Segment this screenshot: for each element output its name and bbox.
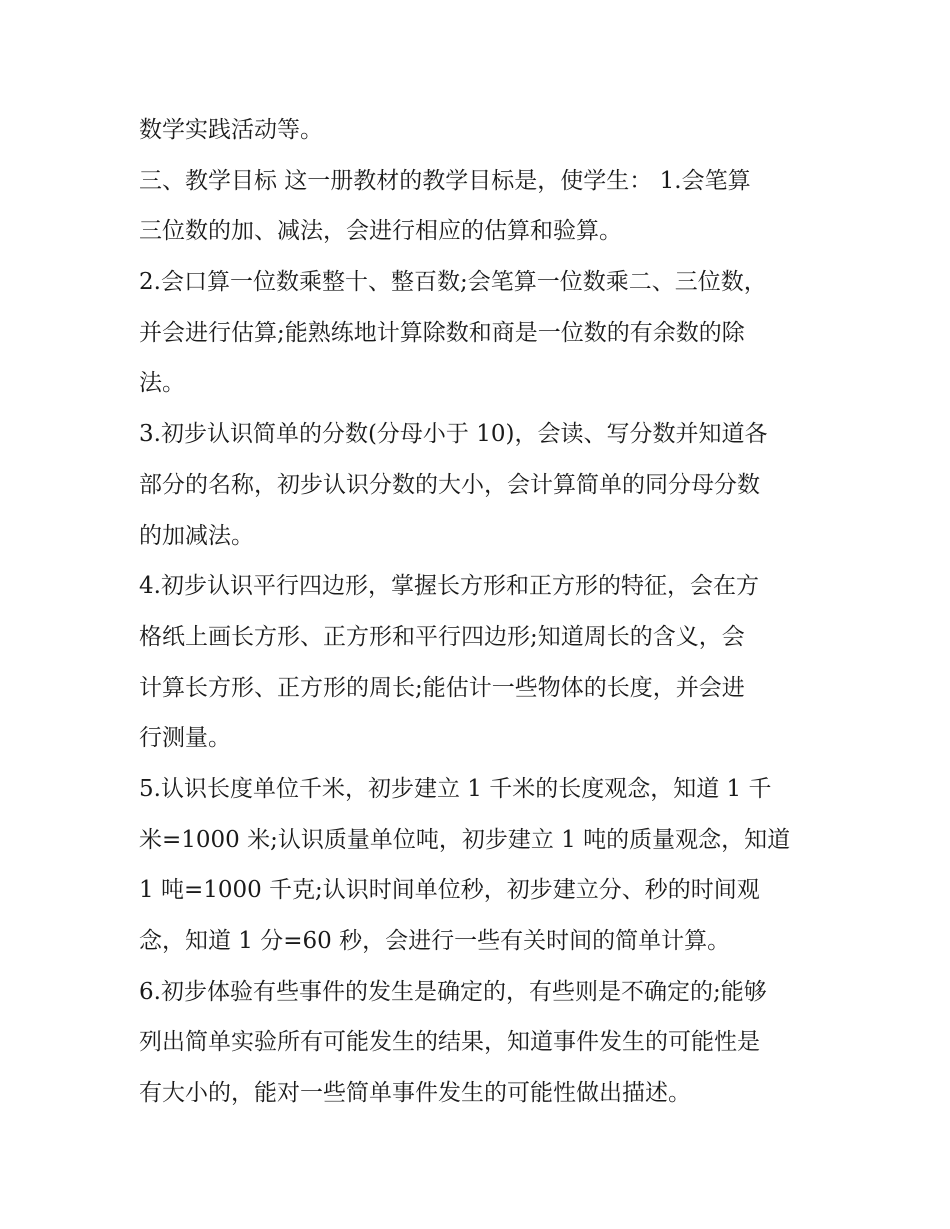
text-line: 有大小的，能对一些简单事件发生的可能性做出描述。 (139, 1080, 691, 1107)
paragraph-goal-2 (139, 257, 819, 409)
paragraph-goal-6 (139, 967, 819, 1119)
paragraph-goal-3 (139, 409, 819, 561)
text-line: 1 吨=1000 千克;认识时间单位秒，初步建立分、秒的时间观 (139, 877, 760, 904)
text-line: 计算长方形、正方形的周长;能估计一些物体的长度，并会进 (139, 674, 745, 701)
text-line: 行测量。 (139, 725, 231, 752)
paragraph-goal-4 (139, 561, 819, 764)
document-body (139, 105, 819, 1119)
paragraph-goals-heading (139, 156, 819, 257)
text-line: 并会进行估算;能熟练地计算除数和商是一位数的有余数的除 (139, 319, 745, 346)
text-line: 念，知道 1 分=60 秒，会进行一些有关时间的简单计算。 (139, 928, 731, 954)
text-line: 4.初步认识平行四边形，掌握长方形和正方形的特征，会在方 (139, 573, 759, 600)
text-line: 三位数的加、减法，会进行相应的估算和验算。 (139, 218, 622, 245)
text-line: 5.认识长度单位千米，初步建立 1 千米的长度观念，知道 1 千 (139, 775, 772, 802)
text-line: 米=1000 米;认识质量单位吨，初步建立 1 吨的质量观念，知道 (139, 826, 791, 853)
text-line: 格纸上画长方形、正方形和平行四边形;知道周长的含义，会 (139, 623, 745, 650)
text-line: 2.会口算一位数乘整十、整百数;会笔算一位数乘二、三位数， (139, 269, 767, 296)
text-line: 3.初步认识简单的分数(分母小于 10)，会读、写分数并知道各 (139, 421, 768, 448)
text-line: 的加减法。 (139, 522, 254, 549)
text-line: 6.初步体验有些事件的发生是确定的，有些则是不确定的;能够 (139, 978, 767, 1005)
text-line: 数学实践活动等。 (139, 117, 323, 143)
text-line: 三、教学目标 这一册教材的教学目标是，使学生： 1.会笔算 (139, 167, 751, 194)
text-line: 法。 (139, 370, 185, 397)
paragraph-goal-5 (139, 764, 819, 967)
text-line: 部分的名称，初步认识分数的大小，会计算简单的同分母分数 (139, 471, 760, 498)
text-line: 列出简单实验所有可能发生的结果，知道事件发生的可能性是 (139, 1029, 760, 1056)
paragraph-intro-end (139, 105, 819, 156)
